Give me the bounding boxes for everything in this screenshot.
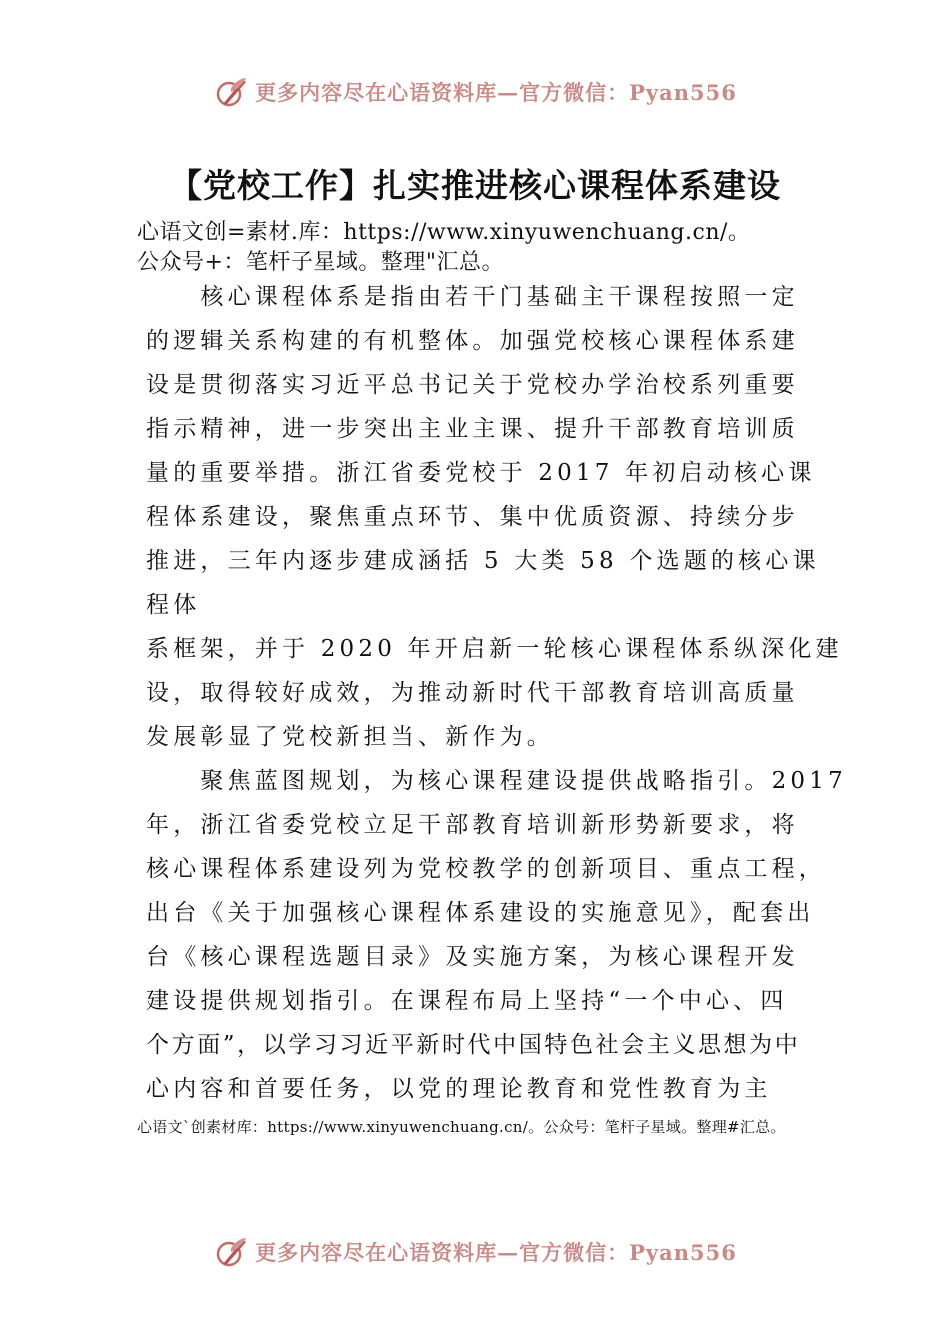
document-title: 【党校工作】扎实推进核心课程体系建设 bbox=[169, 166, 781, 205]
body-line: 心内容和首要任务，以党的理论教育和党性教育为主 bbox=[146, 1076, 772, 1102]
banner-text: 更多内容尽在心语资料库—官方微信：Pyan556 bbox=[255, 1240, 737, 1265]
body-line: 系框架，并于 2020 年开启新一轮核心课程体系纵深化建 bbox=[146, 636, 843, 662]
body-line: 出台《关于加强核心课程体系建设的实施意见》，配套出 bbox=[146, 900, 815, 926]
quill-pen-circle-icon bbox=[213, 1234, 249, 1270]
body-line: 核心课程体系是指由若干门基础主干课程按照一定 bbox=[146, 284, 799, 310]
footer-banner bbox=[0, 1232, 950, 1272]
footer-source-note: 心语文`创素材库：https://www.xinyuwenchuang.cn/。公众号：笔杆子星域。整理#汇总。 bbox=[137, 1118, 786, 1136]
body-line: 程体 bbox=[146, 592, 201, 618]
body-line: 指示精神，进一步突出主业主课、提升干部教育培训质 bbox=[146, 416, 799, 442]
body-line: 发展彰显了党校新担当、新作为。 bbox=[146, 724, 554, 750]
body-line: 个方面”，以学习习近平新时代中国特色社会主义思想为中 bbox=[146, 1032, 801, 1058]
body-line: 设，取得较好成效，为推动新时代干部教育培训高质量 bbox=[146, 680, 799, 706]
header-banner bbox=[0, 72, 950, 112]
body-line: 的逻辑关系构建的有机整体。加强党校核心课程体系建 bbox=[146, 328, 799, 354]
source-line: 公众号+：笔杆子星域。整理"汇总。 bbox=[137, 250, 505, 275]
body-line: 聚焦蓝图规划，为核心课程建设提供战略指引。2017 bbox=[146, 768, 847, 794]
body-line: 建设提供规划指引。在课程布局上坚持“一个中心、四 bbox=[146, 988, 788, 1014]
body-line: 设是贯彻落实习近平总书记关于党校办学治校系列重要 bbox=[146, 372, 799, 398]
body-line: 台《核心课程选题目录》及实施方案，为核心课程开发 bbox=[146, 944, 799, 970]
quill-pen-circle-icon bbox=[213, 74, 249, 110]
body-line: 推进，三年内逐步建成涵括 5 大类 58 个选题的核心课 bbox=[146, 548, 820, 574]
body-line: 年，浙江省委党校立足干部教育培训新形势新要求，将 bbox=[146, 812, 799, 838]
body-line: 程体系建设，聚焦重点环节、集中优质资源、持续分步 bbox=[146, 504, 799, 530]
banner-text: 更多内容尽在心语资料库—官方微信：Pyan556 bbox=[255, 80, 737, 105]
source-line: 心语文创=素材.库：https://www.xinyuwenchuang.cn/。 bbox=[137, 220, 751, 245]
body-line: 量的重要举措。浙江省委党校于 2017 年初启动核心课 bbox=[146, 460, 816, 486]
body-line: 核心课程体系建设列为党校教学的创新项目、重点工程， bbox=[146, 856, 826, 882]
